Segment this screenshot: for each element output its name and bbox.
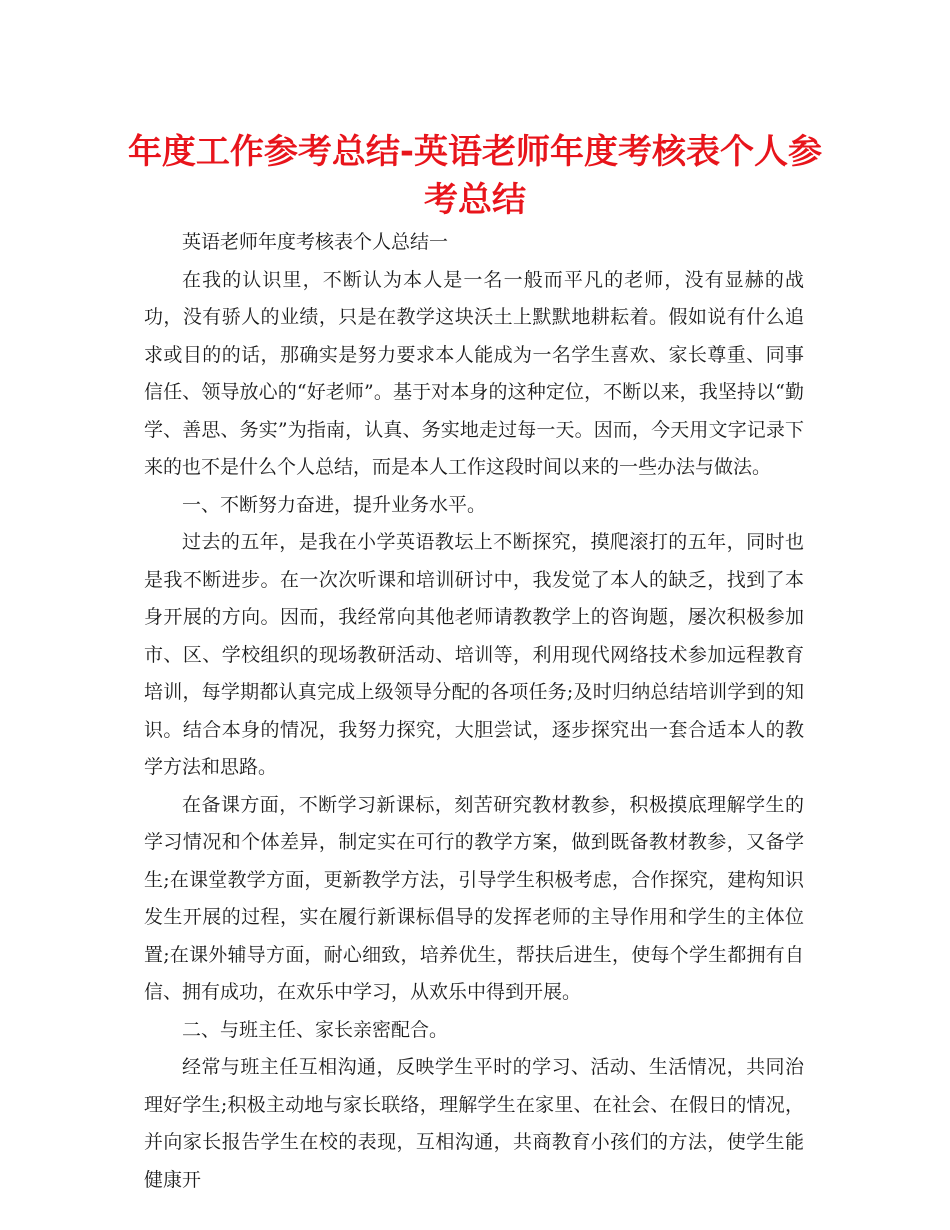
paragraph: 在备课方面，不断学习新课标，刻苦研究教材教参，积极摸底理解学生的学习情况和个体差异，制定实在可行的教学方案，做到既备教材教参，又备学生;在课堂教学方面，更新教学方法，引导学生积极考虑，合作探究，建构知识发生开展的过程，实在履行新课标倡导的发挥老师的主导作用和学生的主体位置;在课外辅导方面，耐心细致，培养优生，帮扶后进生，使每个学生都拥有自信、拥有成功，在欢乐中学习，从欢乐中得到开展。 — [144, 793, 804, 1003]
section-heading: 二、与班主任、家长亲密配合。 — [182, 1018, 449, 1041]
paragraph: 经常与班主任互相沟通，反映学生平时的学习、活动、生活情况，共同治理好学生;积极主动地与家长联络，理解学生在家里、在社会、在假日的情况，并向家长报告学生在校的表现，互相沟通，共商教育小孩们的方法，使学生能健康开 — [144, 1056, 804, 1191]
document-body — [144, 224, 804, 1199]
section-heading: 一、不断努力奋进，提升业务水平。 — [182, 493, 487, 516]
paragraph: 英语老师年度考核表个人总结一 — [182, 231, 449, 253]
paragraph: 在我的认识里，不断认为本人是一名一般而平凡的老师，没有显赫的战功，没有骄人的业绩，只是在教学这块沃土上默默地耕耘着。假如说有什么追求或目的的话，那确实是努力要求本人能成为一名学生喜欢、家长尊重、同事信任、领导放心的“好老师”。基于对本身的这种定位，不断以来，我坚持以“勤学、善思、务实”为指南，认真、务实地走过每一天。因而，今天用文字记录下来的也不是什么个人总结，而是本人工作这段时间以来的一些办法与做法。 — [144, 268, 804, 478]
document-title: 年度工作参考总结-英语老师年度考核表个人参考总结 — [127, 132, 823, 220]
paragraph: 过去的五年，是我在小学英语教坛上不断探究，摸爬滚打的五年，同时也是我不断进步。在一次次听课和培训研讨中，我发觉了本人的缺乏，找到了本身开展的方向。因而，我经常向其他老师请教教学上的咨询题，屡次积极参加市、区、学校组织的现场教研活动、培训等，利用现代网络技术参加远程教育培训，每学期都认真完成上级领导分配的各项任务;及时归纳总结培训学到的知识。结合本身的情况，我努力探究，大胆尝试，逐步探究出一套合适本人的教学方法和思路。 — [144, 531, 804, 778]
